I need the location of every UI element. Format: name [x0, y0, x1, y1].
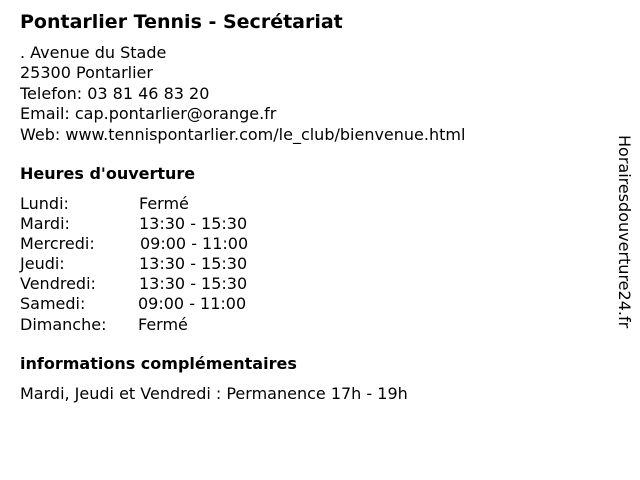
hours-day-label: Dimanche: — [20, 314, 107, 334]
additional-info-heading: informations complémentaires — [20, 354, 297, 373]
watermark-text: Horairesdouverture24.fr — [615, 135, 634, 329]
hours-time-value: 13:30 - 15:30 — [139, 214, 248, 234]
page-title: Pontarlier Tennis - Secrétariat — [20, 11, 343, 33]
hours-time-value: Fermé — [138, 314, 188, 334]
hours-time-value: 09:00 - 11:00 — [138, 294, 247, 314]
hours-day-label: Mardi: — [20, 214, 70, 234]
watermark — [612, 135, 636, 375]
hours-time-value: 13:30 - 15:30 — [139, 274, 248, 294]
hours-time-value: Fermé — [139, 194, 189, 213]
phone-line: Telefon: 03 81 46 83 20 — [20, 83, 210, 103]
address-block — [20, 43, 465, 145]
opening-hours-heading: Heures d'ouverture — [20, 164, 196, 183]
address-city: 25300 Pontarlier — [20, 63, 153, 83]
email-line: Email: cap.pontarlier@orange.fr — [20, 104, 277, 124]
hours-day-label: Mercredi: — [20, 234, 95, 254]
address-street: . Avenue du Stade — [20, 43, 167, 62]
hours-day-label: Vendredi: — [20, 274, 96, 294]
hours-time-value: 09:00 - 11:00 — [140, 234, 249, 254]
hours-day-label: Lundi: — [20, 194, 69, 213]
hours-day-label: Jeudi: — [20, 254, 65, 274]
hours-time-value: 13:30 - 15:30 — [139, 254, 248, 274]
web-line: Web: www.tennispontarlier.com/le_club/bienvenue.html — [20, 124, 466, 144]
additional-info-text: Mardi, Jeudi et Vendredi : Permanence 17h - 19h — [20, 384, 408, 403]
hours-day-label: Samedi: — [20, 294, 86, 314]
